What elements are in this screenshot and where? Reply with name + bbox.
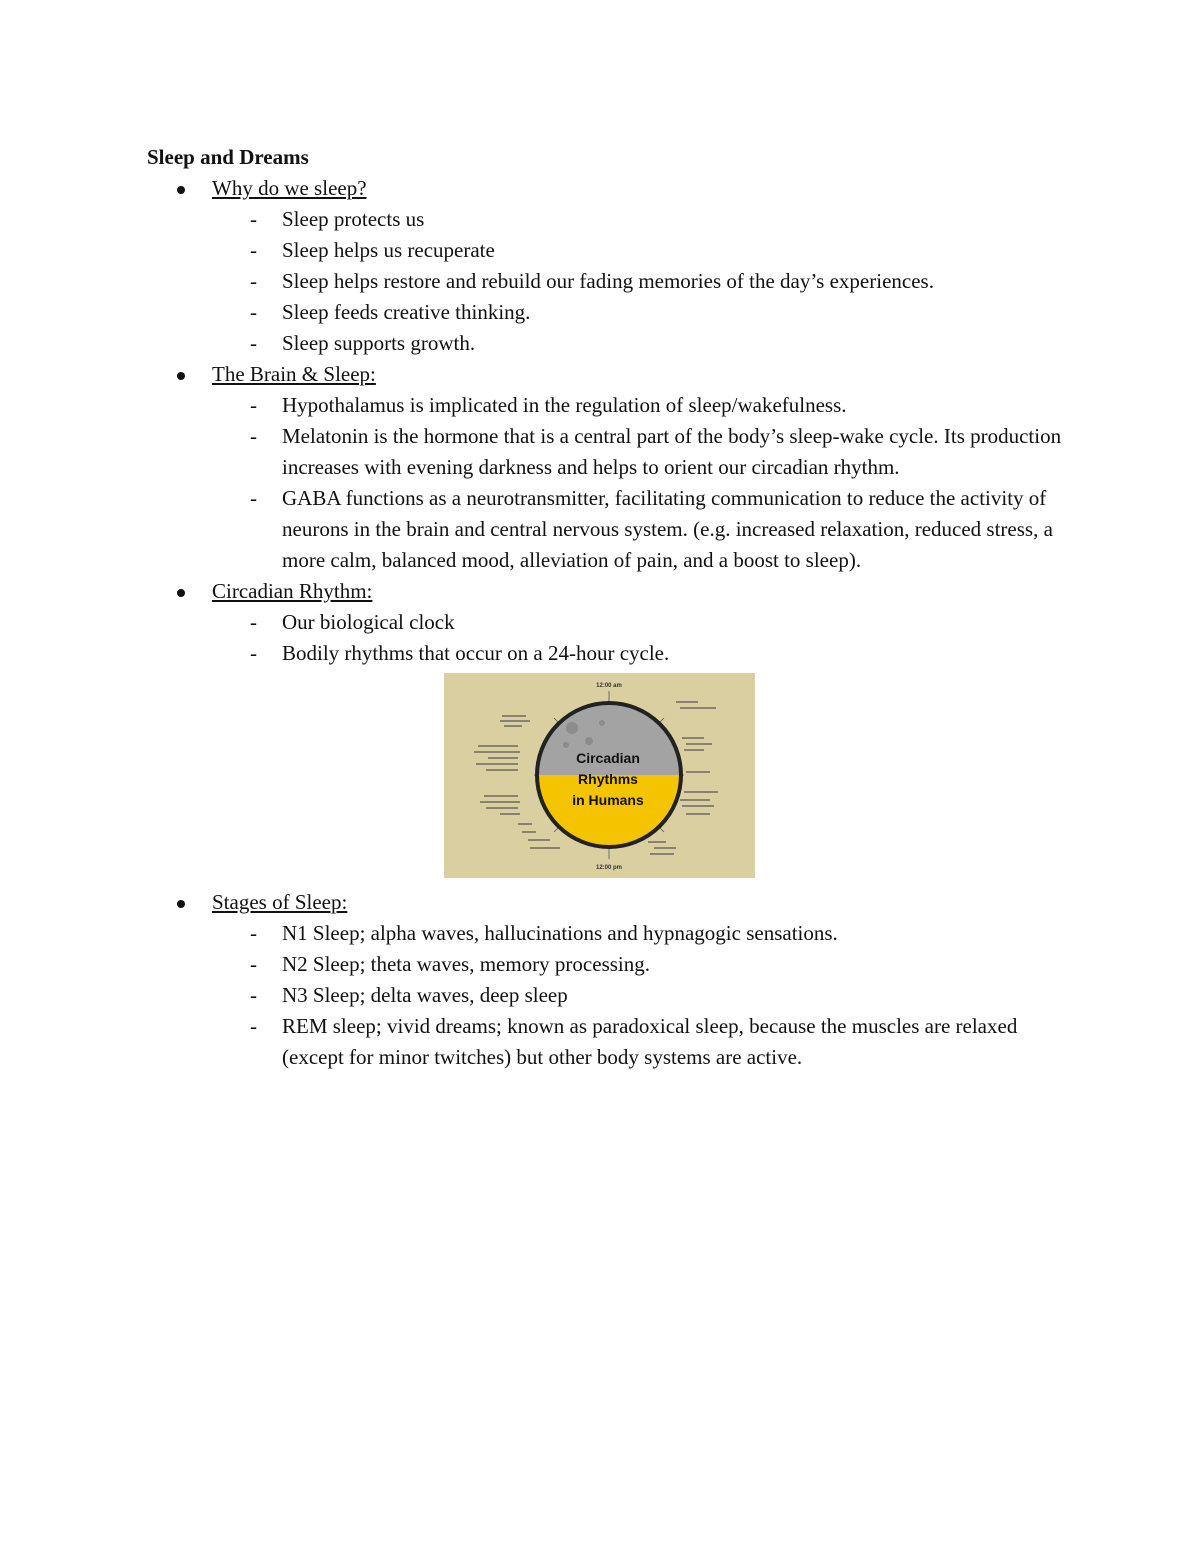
section-circadian-rhythm [147, 576, 1067, 607]
dash-icon: - [250, 641, 257, 665]
dash-icon: - [250, 921, 257, 945]
section-stages-of-sleep [147, 887, 1067, 918]
figure-title-line3: in Humans [572, 792, 644, 808]
list-item: - Our biological clock [147, 607, 1067, 638]
circadian-clock-graphic [444, 673, 755, 878]
top-time-label: 12:00 am [596, 683, 622, 689]
section-heading: The Brain & Sleep: [212, 362, 376, 386]
dash-icon: - [250, 331, 257, 355]
list-item: - N3 Sleep; delta waves, deep sleep [147, 980, 1067, 1011]
dash-icon: - [250, 610, 257, 634]
dash-icon: - [250, 269, 257, 293]
list-item: - GABA functions as a neurotransmitter, facilitating communication to reduce the activity of neurons in the brain and central nervous system. (e.g. increased relaxation, reduced stress, a more calm, balanced mood, alleviation of pain, and a boost to sleep). [147, 483, 1067, 576]
dash-icon: - [250, 952, 257, 976]
section-brain-sleep [147, 359, 1067, 390]
circadian-rhythm-figure [444, 673, 755, 878]
list-item: - N1 Sleep; alpha waves, hallucinations and hypnagogic sensations. [147, 918, 1067, 949]
bullet-icon [177, 372, 185, 380]
dash-icon: - [250, 393, 257, 417]
list-item: - Melatonin is the hormone that is a central part of the body’s sleep-wake cycle. Its production increases with evening darkness and helps to orient our circadian rhythm. [147, 421, 1067, 483]
dash-icon: - [250, 424, 257, 448]
document-title: Sleep and Dreams [147, 145, 309, 169]
figure-container [147, 669, 1067, 887]
dash-icon: - [250, 300, 257, 324]
dash-icon: - [250, 486, 257, 510]
list-item: - Hypothalamus is implicated in the regulation of sleep/wakefulness. [147, 390, 1067, 421]
list-item: - REM sleep; vivid dreams; known as paradoxical sleep, because the muscles are relaxed (except for minor twitches) but other body systems are active. [147, 1011, 1067, 1073]
bullet-icon [177, 589, 185, 597]
list-item: - Bodily rhythms that occur on a 24-hour cycle. [147, 638, 1067, 669]
list-item: - Sleep helps us recuperate [147, 235, 1067, 266]
list-item: - Sleep supports growth. [147, 328, 1067, 359]
bottom-time-label: 12:00 pm [595, 865, 623, 871]
dash-icon: - [250, 207, 257, 231]
section-heading: Why do we sleep? [212, 176, 367, 200]
section-why-sleep [147, 173, 1067, 204]
figure-title-line2: Rhythms [578, 771, 638, 787]
bullet-icon [177, 186, 185, 194]
section-heading: Circadian Rhythm: [212, 579, 373, 603]
list-item: - Sleep helps restore and rebuild our fading memories of the day’s experiences. [147, 266, 1067, 297]
figure-title-line1: Circadian [576, 750, 640, 766]
document-page [147, 142, 1067, 1073]
list-item: - N2 Sleep; theta waves, memory processing. [147, 949, 1067, 980]
bullet-icon [177, 900, 185, 908]
list-item: - Sleep feeds creative thinking. [147, 297, 1067, 328]
list-item: - Sleep protects us [147, 204, 1067, 235]
dash-icon: - [250, 983, 257, 1007]
dash-icon: - [250, 1014, 257, 1038]
dash-icon: - [250, 238, 257, 262]
section-heading: Stages of Sleep: [212, 890, 348, 914]
